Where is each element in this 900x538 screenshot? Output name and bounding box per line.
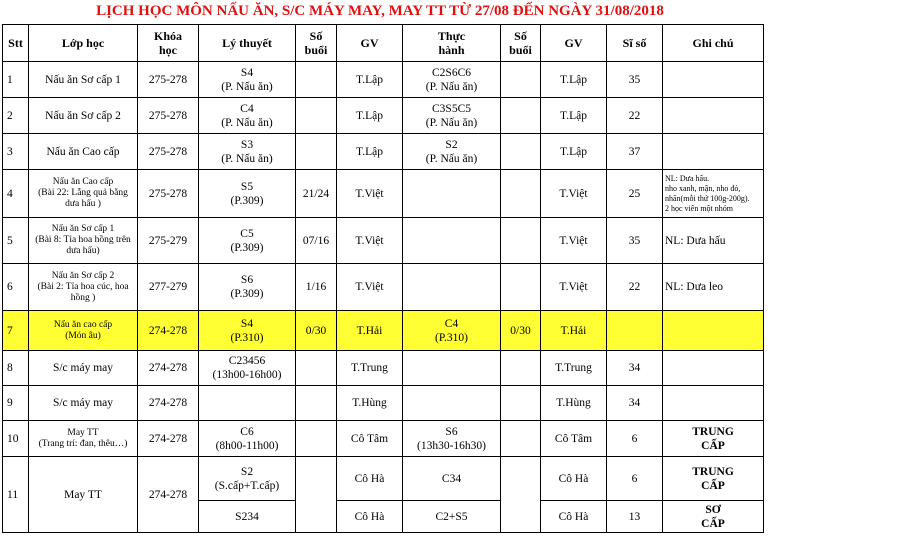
cell-lop-hoc: Nấu ăn cao cấp (Món âu) <box>29 311 138 351</box>
cell-gv: T.Lập <box>337 98 403 134</box>
cell-so-buoi-2 <box>501 351 541 386</box>
cell-so-buoi-2 <box>501 457 541 533</box>
cell-so-buoi: 0/30 <box>296 311 337 351</box>
cell-stt: 11 <box>3 457 29 533</box>
cell-stt: 6 <box>3 264 29 311</box>
cell-ghi-chu: NL: Dưa hấu. nho xanh, mận, nho đỏ, nhãn(mỗi thứ 100g-200g). 2 học viên một nhóm <box>663 170 764 218</box>
cell-gv-2: T.Việt <box>541 264 607 311</box>
cell-thuc-hanh <box>403 351 501 386</box>
cell-gv-2: T.Hải <box>541 311 607 351</box>
cell-so-buoi-2 <box>501 264 541 311</box>
cell-khoa-hoc: 275-278 <box>138 98 199 134</box>
cell-so-buoi <box>296 134 337 170</box>
col-header-so-buoi-2: Số buổi <box>501 25 541 62</box>
cell-lop-hoc: Nấu ăn Cao cấp <box>29 134 138 170</box>
cell-thuc-hanh <box>403 386 501 421</box>
col-header-gv: GV <box>337 25 403 62</box>
cell-si-so: 6 <box>607 457 663 501</box>
table-row <box>3 134 764 170</box>
col-header-so-buoi: Số buổi <box>296 25 337 62</box>
cell-ly-thuyet: S5 (P.309) <box>199 170 296 218</box>
cell-ghi-chu <box>663 351 764 386</box>
table-body <box>3 62 764 533</box>
cell-lop-hoc: Nấu ăn Sơ cấp 2 <box>29 98 138 134</box>
cell-so-buoi-2 <box>501 218 541 264</box>
schedule-table <box>2 24 764 533</box>
cell-thuc-hanh: C4 (P.310) <box>403 311 501 351</box>
cell-ly-thuyet: S3 (P. Nấu ăn) <box>199 134 296 170</box>
cell-ghi-chu: TRUNG CẤP <box>663 457 764 501</box>
cell-ghi-chu <box>663 386 764 421</box>
cell-gv-2: Cô Hà <box>541 501 607 533</box>
cell-gv-2: T.Hùng <box>541 386 607 421</box>
cell-gv: Cô Tâm <box>337 421 403 457</box>
cell-khoa-hoc: 274-278 <box>138 457 199 533</box>
cell-gv: Cô Hà <box>337 501 403 533</box>
col-header-ghi-chu: Ghi chú <box>663 25 764 62</box>
cell-gv-2: T.Lập <box>541 134 607 170</box>
cell-gv-2: Cô Tâm <box>541 421 607 457</box>
cell-si-so: 13 <box>607 501 663 533</box>
cell-so-buoi <box>296 457 337 533</box>
cell-ly-thuyet: C4 (P. Nấu ăn) <box>199 98 296 134</box>
cell-khoa-hoc: 274-278 <box>138 421 199 457</box>
cell-lop-hoc: Nấu ăn Cao cấp (Bài 22: Lẵng quả bằng dưa hấu ) <box>29 170 138 218</box>
table-row <box>3 170 764 218</box>
cell-so-buoi <box>296 351 337 386</box>
col-header-stt: Stt <box>3 25 29 62</box>
cell-ghi-chu <box>663 134 764 170</box>
cell-ly-thuyet: C5 (P.309) <box>199 218 296 264</box>
cell-lop-hoc: S/c máy may <box>29 386 138 421</box>
cell-khoa-hoc: 275-278 <box>138 134 199 170</box>
cell-si-so: 34 <box>607 386 663 421</box>
cell-so-buoi-2 <box>501 170 541 218</box>
cell-gv-2: T.Việt <box>541 218 607 264</box>
cell-ghi-chu <box>663 98 764 134</box>
cell-so-buoi: 21/24 <box>296 170 337 218</box>
cell-thuc-hanh <box>403 218 501 264</box>
cell-ly-thuyet: C23456 (13h00-16h00) <box>199 351 296 386</box>
cell-so-buoi-2 <box>501 386 541 421</box>
cell-lop-hoc: Nấu ăn Sơ cấp 1 <box>29 62 138 98</box>
cell-stt: 10 <box>3 421 29 457</box>
cell-stt: 9 <box>3 386 29 421</box>
cell-gv: T.Việt <box>337 264 403 311</box>
cell-ghi-chu: TRUNG CẤP <box>663 421 764 457</box>
cell-khoa-hoc: 274-278 <box>138 386 199 421</box>
cell-si-so: 25 <box>607 170 663 218</box>
cell-ghi-chu <box>663 311 764 351</box>
cell-so-buoi <box>296 98 337 134</box>
cell-si-so: 22 <box>607 98 663 134</box>
cell-gv: T.Việt <box>337 218 403 264</box>
cell-lop-hoc: S/c máy may <box>29 351 138 386</box>
col-header-ly-thuyet: Lý thuyết <box>199 25 296 62</box>
col-header-khoa-hoc: Khóa học <box>138 25 199 62</box>
cell-gv: T.Hải <box>337 311 403 351</box>
cell-gv: T.Trung <box>337 351 403 386</box>
cell-thuc-hanh: S2 (P. Nấu ăn) <box>403 134 501 170</box>
cell-ly-thuyet: S234 <box>199 501 296 533</box>
cell-stt: 7 <box>3 311 29 351</box>
cell-khoa-hoc: 275-278 <box>138 62 199 98</box>
cell-stt: 8 <box>3 351 29 386</box>
cell-thuc-hanh: C2S6C6 (P. Nấu ăn) <box>403 62 501 98</box>
cell-si-so: 22 <box>607 264 663 311</box>
cell-ghi-chu: NL: Dưa leo <box>663 264 764 311</box>
cell-ly-thuyet: S6 (P.309) <box>199 264 296 311</box>
cell-stt: 3 <box>3 134 29 170</box>
cell-ly-thuyet: S4 (P. Nấu ăn) <box>199 62 296 98</box>
cell-si-so: 37 <box>607 134 663 170</box>
table-row <box>3 311 764 351</box>
cell-si-so: 35 <box>607 218 663 264</box>
cell-khoa-hoc: 274-278 <box>138 351 199 386</box>
cell-thuc-hanh: C34 <box>403 457 501 501</box>
cell-gv-2: T.Trung <box>541 351 607 386</box>
cell-khoa-hoc: 274-278 <box>138 311 199 351</box>
cell-so-buoi-2: 0/30 <box>501 311 541 351</box>
cell-ghi-chu: SƠ CẤP <box>663 501 764 533</box>
cell-gv-2: T.Lập <box>541 98 607 134</box>
cell-so-buoi-2 <box>501 98 541 134</box>
cell-gv-2: Cô Hà <box>541 457 607 501</box>
cell-thuc-hanh <box>403 170 501 218</box>
cell-lop-hoc: Nấu ăn Sơ cấp 2 (Bài 2: Tỉa hoa cúc, hoa hồng ) <box>29 264 138 311</box>
cell-so-buoi: 1/16 <box>296 264 337 311</box>
cell-lop-hoc: May TT (Trang trí: đan, thêu…) <box>29 421 138 457</box>
cell-stt: 1 <box>3 62 29 98</box>
table-row <box>3 264 764 311</box>
page-title: LỊCH HỌC MÔN NẤU ĂN, S/C MÁY MAY, MAY TT TỪ 27/08 ĐẾN NGÀY 31/08/2018 <box>96 3 664 19</box>
cell-gv: T.Hùng <box>337 386 403 421</box>
cell-thuc-hanh <box>403 264 501 311</box>
cell-gv: T.Lập <box>337 62 403 98</box>
cell-so-buoi <box>296 386 337 421</box>
cell-so-buoi: 07/16 <box>296 218 337 264</box>
cell-ghi-chu <box>663 62 764 98</box>
cell-gv: T.Việt <box>337 170 403 218</box>
cell-gv: Cô Hà <box>337 457 403 501</box>
table-row <box>3 62 764 98</box>
col-header-gv-2: GV <box>541 25 607 62</box>
table-row <box>3 218 764 264</box>
col-header-lop-hoc: Lớp học <box>29 25 138 62</box>
cell-so-buoi <box>296 421 337 457</box>
table-row <box>3 98 764 134</box>
cell-si-so <box>607 311 663 351</box>
cell-khoa-hoc: 275-278 <box>138 170 199 218</box>
cell-ly-thuyet <box>199 386 296 421</box>
cell-gv: T.Lập <box>337 134 403 170</box>
cell-so-buoi-2 <box>501 421 541 457</box>
cell-so-buoi <box>296 62 337 98</box>
cell-so-buoi-2 <box>501 62 541 98</box>
cell-si-so: 35 <box>607 62 663 98</box>
cell-so-buoi-2 <box>501 134 541 170</box>
cell-lop-hoc: May TT <box>29 457 138 533</box>
cell-si-so: 34 <box>607 351 663 386</box>
table-row <box>3 457 764 501</box>
cell-thuc-hanh: C2+S5 <box>403 501 501 533</box>
cell-stt: 2 <box>3 98 29 134</box>
cell-ghi-chu: NL: Dưa hấu <box>663 218 764 264</box>
cell-thuc-hanh: C3S5C5 (P. Nấu ăn) <box>403 98 501 134</box>
table-row <box>3 421 764 457</box>
cell-khoa-hoc: 277-279 <box>138 264 199 311</box>
cell-stt: 5 <box>3 218 29 264</box>
header-row <box>3 25 764 62</box>
cell-khoa-hoc: 275-279 <box>138 218 199 264</box>
col-header-thuc-hanh: Thực hành <box>403 25 501 62</box>
cell-ly-thuyet: S4 (P.310) <box>199 311 296 351</box>
cell-ly-thuyet: S2 (S.cấp+T.cấp) <box>199 457 296 501</box>
cell-ly-thuyet: C6 (8h00-11h00) <box>199 421 296 457</box>
cell-si-so: 6 <box>607 421 663 457</box>
col-header-si-so: Sĩ số <box>607 25 663 62</box>
cell-gv-2: T.Việt <box>541 170 607 218</box>
table-row <box>3 386 764 421</box>
cell-stt: 4 <box>3 170 29 218</box>
cell-lop-hoc: Nấu ăn Sơ cấp 1 (Bài 8: Tỉa hoa hồng trên dưa hấu) <box>29 218 138 264</box>
table-row <box>3 351 764 386</box>
cell-thuc-hanh: S6 (13h30-16h30) <box>403 421 501 457</box>
cell-gv-2: T.Lập <box>541 62 607 98</box>
